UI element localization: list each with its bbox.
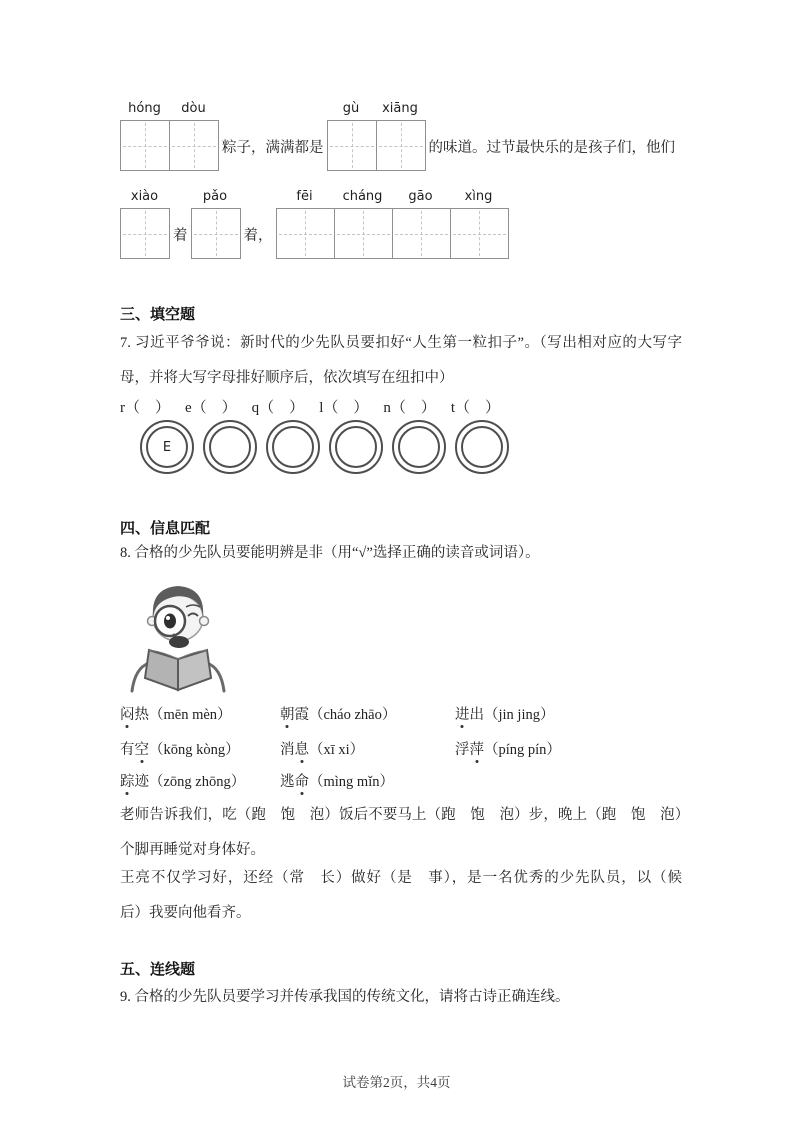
pinyin-label: fēi [296,189,313,204]
choice-row-1 [120,703,682,738]
word-text: 有空 [120,742,149,758]
letter-blank[interactable]: l（ ） [319,400,369,416]
button-circle[interactable] [329,420,383,474]
question-9-text: 9. 合格的少先队员要学习并传承我国的传统文化，请将古诗正确连线。 [120,989,570,1005]
question-8-text: 8. 合格的少先队员要能明辨是非（用“√”选择正确的读音或词语）。 [120,545,540,561]
dictation-row-1 [120,100,682,171]
pinyin-label: pǎo [202,189,228,204]
word-pinyin-pair[interactable] [120,770,280,791]
pinyin-label: gù [342,101,360,116]
writing-box[interactable] [392,208,451,259]
writing-group-xiao [120,188,170,259]
pinyin-label: xiāng [382,101,418,116]
word-pinyin-pair[interactable] [280,738,455,759]
button-circle[interactable] [455,420,509,474]
section-heading-fill-blank: 三、填空题 [120,307,196,323]
writing-box[interactable] [120,120,170,171]
pinyin-options: （kōng kòng） [149,742,240,758]
pinyin-options: （mēn mèn） [149,707,232,723]
section-heading-info-match: 四、信息匹配 [120,521,211,537]
pinyin-label: gāo [408,189,433,204]
letter-blank[interactable]: r（ ） [120,400,170,416]
word-pinyin-pair[interactable] [120,738,280,759]
button-circle[interactable] [203,420,257,474]
word-pinyin-pair[interactable] [455,738,561,759]
writing-group-hong-dou [120,100,219,171]
button-circle-letter [209,426,251,468]
pinyin-label: hóng [128,101,161,116]
writing-group-gu-xiang [327,100,426,171]
writing-box[interactable] [376,120,426,171]
dictation-text: 粽子，满满都是 [222,140,324,156]
writing-boxes [327,120,426,171]
word-text: 浮萍 [455,742,484,758]
dictation-text: 着， [243,228,273,244]
button-circles-row [120,420,702,474]
question-7-letters-row [120,396,682,417]
button-circle-letter: E [146,426,188,468]
pinyin-options: （píng pín） [484,742,561,758]
choice-row-2 [120,738,682,773]
word-text: 朝霞 [280,707,309,723]
button-circle-letter [335,426,377,468]
boy-reading-svg [122,578,234,693]
button-circle-letter [398,426,440,468]
dictation-text: 着 [173,228,188,244]
pinyin-labels [120,188,170,208]
writing-boxes [191,208,241,259]
pinyin-label: xìng [464,189,493,204]
pinyin-labels [191,188,241,208]
pinyin-labels [327,100,426,120]
letter-blank[interactable]: q（ ） [251,400,305,416]
button-circle-letter [461,426,503,468]
question-7-text: 7. 习近平爷爷说：新时代的少先队员要扣好“人生第一粒扣子”。（写出相对应的大写字母，并将大写字母排好顺序后，依次填写在纽扣中） [120,335,682,386]
button-circle[interactable] [392,420,446,474]
page-footer: 试卷第2页，共4页 [342,1075,451,1090]
button-circle[interactable] [266,420,320,474]
letter-blank[interactable]: n（ ） [383,400,436,416]
word-pinyin-pair[interactable] [120,703,280,724]
pinyin-options: （zōng zhōng） [149,774,246,790]
writing-boxes [276,208,509,259]
word-text: 闷热 [120,707,149,723]
writing-box[interactable] [169,120,219,171]
pinyin-label: xiào [130,189,159,204]
word-text: 踪迹 [120,774,149,790]
pinyin-options: （mìng mǐn） [309,774,394,790]
word-pinyin-pair[interactable] [280,770,394,791]
writing-box[interactable] [334,208,393,259]
writing-group-feichanggaoxing [276,188,509,259]
question-8-paragraph-1: 老师告诉我们，吃（跑 饱 泡）饭后不要马上（跑 饱 泡）步，晚上（跑 饱 泡）个脚再睡觉对身体好。 [120,807,682,858]
writing-box[interactable] [327,120,377,171]
pinyin-label: dòu [181,101,206,116]
button-circle[interactable] [140,420,194,474]
pinyin-labels [120,100,219,120]
writing-box[interactable] [450,208,509,259]
pinyin-options: （xī xi） [309,742,365,758]
pinyin-label: cháng [342,189,383,204]
writing-boxes [120,120,219,171]
writing-box[interactable] [191,208,241,259]
letter-blank[interactable]: e（ ） [185,400,237,416]
question-8-paragraph-2: 王亮不仅学习好，还经（常 长）做好（是 事），是一名优秀的少先队员，以（候 后）我要向他看齐。 [120,870,697,921]
writing-group-pao [191,188,241,259]
writing-boxes [120,208,170,259]
button-circle-letter [272,426,314,468]
word-text: 逃命 [280,774,309,790]
word-pinyin-pair[interactable] [280,703,455,724]
section-heading-line-match: 五、连线题 [120,962,196,978]
writing-box[interactable] [120,208,170,259]
letter-blank[interactable]: t（ ） [450,400,501,416]
dictation-text: 的味道。过节最快乐的是孩子们，他们 [428,140,675,156]
word-text: 进出 [455,707,484,723]
pinyin-labels [276,188,509,208]
pinyin-options: （jin jing） [484,707,555,723]
writing-box[interactable] [276,208,335,259]
word-text: 消息 [280,742,309,758]
word-pinyin-pair[interactable] [455,703,555,724]
dictation-row-2 [120,188,682,259]
boy-reading-illustration [122,578,234,693]
pinyin-options: （cháo zhāo） [309,707,397,723]
